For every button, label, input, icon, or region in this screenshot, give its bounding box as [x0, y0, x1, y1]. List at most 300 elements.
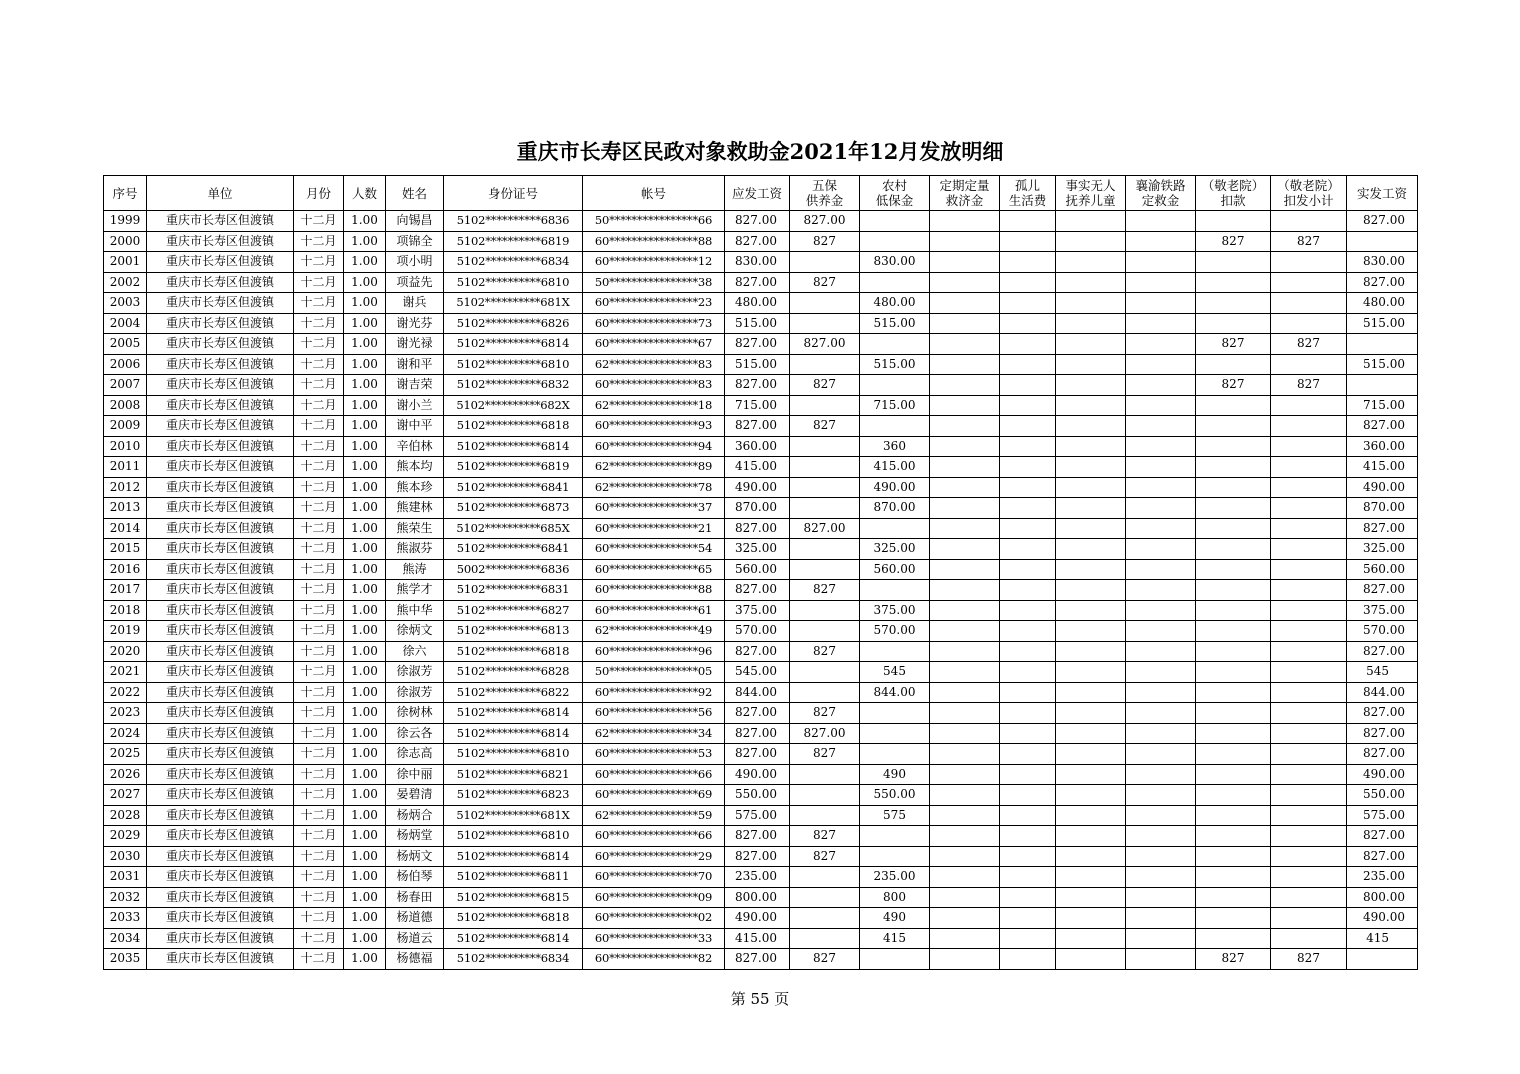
cell-dibao: 325.00 [860, 539, 930, 560]
cell-count: 1.00 [344, 826, 386, 847]
cell-dingqi [930, 518, 1000, 539]
cell-count: 1.00 [344, 785, 386, 806]
cell-account: 60****************73 [583, 313, 725, 334]
cell-unattended-child [1056, 477, 1126, 498]
cell-id-number: 5102**********6819 [444, 457, 583, 478]
cell-seq: 2022 [104, 682, 147, 703]
column-header-actual-pay: 实发工资 [1347, 176, 1418, 211]
cell-payable: 570.00 [725, 621, 790, 642]
cell-seq: 2000 [104, 231, 147, 252]
cell-xiangyu [1126, 826, 1196, 847]
cell-name: 熊中华 [386, 600, 444, 621]
cell-unit: 重庆市长寿区但渡镇 [147, 457, 294, 478]
cell-orphan [1000, 416, 1056, 437]
column-header-account: 帐号 [583, 176, 725, 211]
column-header-dingqi: 定期定量 救济金 [930, 176, 1000, 211]
cell-nursing-deduct [1196, 313, 1271, 334]
cell-orphan [1000, 580, 1056, 601]
table-row [104, 641, 1418, 662]
cell-nursing-deduct: 827 [1196, 949, 1271, 970]
cell-account: 60****************61 [583, 600, 725, 621]
table-row [104, 764, 1418, 785]
cell-name: 杨炳堂 [386, 826, 444, 847]
cell-id-number: 5102**********6831 [444, 580, 583, 601]
cell-nursing-subtotal: 827 [1271, 334, 1347, 355]
cell-actual-pay: 490.00 [1347, 764, 1418, 785]
table-row [104, 436, 1418, 457]
cell-actual-pay: 827.00 [1347, 272, 1418, 293]
cell-unattended-child [1056, 498, 1126, 519]
cell-seq: 2028 [104, 805, 147, 826]
cell-wubao: 827 [790, 949, 860, 970]
cell-count: 1.00 [344, 682, 386, 703]
cell-name: 徐中丽 [386, 764, 444, 785]
cell-dingqi [930, 272, 1000, 293]
cell-name: 熊淑芬 [386, 539, 444, 560]
cell-orphan [1000, 744, 1056, 765]
cell-count: 1.00 [344, 744, 386, 765]
cell-seq: 1999 [104, 211, 147, 232]
cell-name: 项锦全 [386, 231, 444, 252]
cell-orphan [1000, 641, 1056, 662]
cell-month: 十二月 [294, 764, 344, 785]
cell-month: 十二月 [294, 621, 344, 642]
cell-orphan [1000, 354, 1056, 375]
table-row [104, 723, 1418, 744]
cell-dingqi [930, 313, 1000, 334]
cell-wubao: 827 [790, 231, 860, 252]
column-header-nursing-deduct: （敬老院） 扣款 [1196, 176, 1271, 211]
table-row [104, 272, 1418, 293]
cell-xiangyu [1126, 662, 1196, 683]
cell-seq: 2014 [104, 518, 147, 539]
cell-account: 50****************38 [583, 272, 725, 293]
cell-actual-pay: 827.00 [1347, 641, 1418, 662]
cell-id-number: 5102**********6832 [444, 375, 583, 396]
cell-dibao: 490 [860, 764, 930, 785]
cell-xiangyu [1126, 498, 1196, 519]
cell-actual-pay: 415 [1347, 928, 1418, 949]
cell-actual-pay: 415.00 [1347, 457, 1418, 478]
cell-unattended-child [1056, 580, 1126, 601]
cell-payable: 830.00 [725, 252, 790, 273]
cell-nursing-deduct [1196, 723, 1271, 744]
cell-id-number: 5102**********6814 [444, 928, 583, 949]
cell-nursing-subtotal [1271, 457, 1347, 478]
cell-dibao: 800 [860, 887, 930, 908]
cell-nursing-subtotal [1271, 559, 1347, 580]
cell-count: 1.00 [344, 436, 386, 457]
cell-xiangyu [1126, 641, 1196, 662]
cell-actual-pay [1347, 949, 1418, 970]
cell-actual-pay: 480.00 [1347, 293, 1418, 314]
cell-unattended-child [1056, 805, 1126, 826]
cell-xiangyu [1126, 436, 1196, 457]
cell-orphan [1000, 908, 1056, 929]
cell-actual-pay: 575.00 [1347, 805, 1418, 826]
cell-nursing-deduct [1196, 703, 1271, 724]
cell-name: 谢吉荣 [386, 375, 444, 396]
cell-wubao [790, 252, 860, 273]
column-header-count: 人数 [344, 176, 386, 211]
cell-dibao: 870.00 [860, 498, 930, 519]
cell-nursing-subtotal [1271, 703, 1347, 724]
column-header-xiangyu: 襄渝铁路 定救金 [1126, 176, 1196, 211]
cell-orphan [1000, 785, 1056, 806]
cell-dibao: 560.00 [860, 559, 930, 580]
cell-name: 熊本珍 [386, 477, 444, 498]
cell-orphan [1000, 334, 1056, 355]
cell-nursing-deduct [1196, 293, 1271, 314]
cell-account: 60****************65 [583, 559, 725, 580]
cell-id-number: 5002**********6836 [444, 559, 583, 580]
table-row [104, 518, 1418, 539]
cell-unit: 重庆市长寿区但渡镇 [147, 334, 294, 355]
cell-nursing-subtotal [1271, 211, 1347, 232]
cell-nursing-subtotal [1271, 826, 1347, 847]
cell-nursing-deduct: 827 [1196, 231, 1271, 252]
cell-orphan [1000, 539, 1056, 560]
cell-dingqi [930, 457, 1000, 478]
cell-nursing-deduct [1196, 826, 1271, 847]
cell-id-number: 5102**********6811 [444, 867, 583, 888]
cell-orphan [1000, 395, 1056, 416]
cell-wubao: 827.00 [790, 723, 860, 744]
cell-count: 1.00 [344, 539, 386, 560]
cell-count: 1.00 [344, 846, 386, 867]
table-row [104, 826, 1418, 847]
cell-dibao: 575 [860, 805, 930, 826]
cell-unit: 重庆市长寿区但渡镇 [147, 621, 294, 642]
cell-unit: 重庆市长寿区但渡镇 [147, 887, 294, 908]
cell-unattended-child [1056, 313, 1126, 334]
cell-account: 60****************67 [583, 334, 725, 355]
cell-nursing-subtotal [1271, 600, 1347, 621]
cell-name: 杨春田 [386, 887, 444, 908]
cell-orphan [1000, 805, 1056, 826]
cell-payable: 827.00 [725, 334, 790, 355]
cell-seq: 2015 [104, 539, 147, 560]
cell-month: 十二月 [294, 662, 344, 683]
table-row [104, 662, 1418, 683]
cell-xiangyu [1126, 600, 1196, 621]
cell-id-number: 5102**********6821 [444, 764, 583, 785]
cell-wubao [790, 354, 860, 375]
cell-wubao [790, 313, 860, 334]
cell-name: 徐炳文 [386, 621, 444, 642]
cell-xiangyu [1126, 908, 1196, 929]
cell-id-number: 5102**********6813 [444, 621, 583, 642]
cell-dingqi [930, 600, 1000, 621]
cell-orphan [1000, 949, 1056, 970]
cell-wubao [790, 682, 860, 703]
cell-month: 十二月 [294, 354, 344, 375]
cell-nursing-subtotal [1271, 293, 1347, 314]
cell-count: 1.00 [344, 867, 386, 888]
cell-payable: 827.00 [725, 416, 790, 437]
cell-dibao: 415.00 [860, 457, 930, 478]
cell-unattended-child [1056, 354, 1126, 375]
table-row [104, 580, 1418, 601]
cell-nursing-subtotal: 827 [1271, 231, 1347, 252]
cell-account: 62****************49 [583, 621, 725, 642]
cell-orphan [1000, 313, 1056, 334]
cell-orphan [1000, 928, 1056, 949]
cell-nursing-subtotal [1271, 252, 1347, 273]
cell-wubao [790, 293, 860, 314]
cell-payable: 235.00 [725, 867, 790, 888]
cell-orphan [1000, 723, 1056, 744]
cell-actual-pay: 830.00 [1347, 252, 1418, 273]
cell-name: 向锡昌 [386, 211, 444, 232]
cell-xiangyu [1126, 949, 1196, 970]
cell-unit: 重庆市长寿区但渡镇 [147, 744, 294, 765]
cell-name: 熊建林 [386, 498, 444, 519]
cell-unit: 重庆市长寿区但渡镇 [147, 826, 294, 847]
cell-month: 十二月 [294, 580, 344, 601]
cell-name: 谢小兰 [386, 395, 444, 416]
cell-count: 1.00 [344, 805, 386, 826]
cell-month: 十二月 [294, 313, 344, 334]
cell-month: 十二月 [294, 539, 344, 560]
cell-nursing-deduct: 827 [1196, 334, 1271, 355]
cell-account: 60****************29 [583, 846, 725, 867]
cell-unit: 重庆市长寿区但渡镇 [147, 211, 294, 232]
cell-seq: 2009 [104, 416, 147, 437]
table-row [104, 293, 1418, 314]
cell-xiangyu [1126, 293, 1196, 314]
cell-name: 徐志高 [386, 744, 444, 765]
cell-dibao [860, 949, 930, 970]
cell-name: 徐六 [386, 641, 444, 662]
cell-seq: 2002 [104, 272, 147, 293]
table-row [104, 252, 1418, 273]
cell-name: 熊涛 [386, 559, 444, 580]
cell-unattended-child [1056, 928, 1126, 949]
cell-unit: 重庆市长寿区但渡镇 [147, 354, 294, 375]
cell-orphan [1000, 211, 1056, 232]
cell-unattended-child [1056, 375, 1126, 396]
cell-dingqi [930, 416, 1000, 437]
cell-wubao [790, 477, 860, 498]
column-header-seq: 序号 [104, 176, 147, 211]
cell-account: 62****************18 [583, 395, 725, 416]
cell-nursing-subtotal [1271, 272, 1347, 293]
cell-orphan [1000, 293, 1056, 314]
cell-wubao: 827 [790, 641, 860, 662]
cell-count: 1.00 [344, 293, 386, 314]
cell-count: 1.00 [344, 908, 386, 929]
cell-count: 1.00 [344, 211, 386, 232]
cell-actual-pay: 490.00 [1347, 908, 1418, 929]
cell-name: 杨道云 [386, 928, 444, 949]
cell-count: 1.00 [344, 313, 386, 334]
cell-actual-pay: 827.00 [1347, 723, 1418, 744]
table-row [104, 375, 1418, 396]
cell-account: 60****************82 [583, 949, 725, 970]
cell-dibao: 375.00 [860, 600, 930, 621]
cell-wubao [790, 867, 860, 888]
cell-dingqi [930, 580, 1000, 601]
cell-account: 60****************12 [583, 252, 725, 273]
cell-dibao [860, 826, 930, 847]
cell-xiangyu [1126, 395, 1196, 416]
cell-account: 62****************83 [583, 354, 725, 375]
cell-unit: 重庆市长寿区但渡镇 [147, 949, 294, 970]
cell-dingqi [930, 211, 1000, 232]
cell-nursing-subtotal [1271, 887, 1347, 908]
cell-orphan [1000, 621, 1056, 642]
cell-dibao: 830.00 [860, 252, 930, 273]
cell-payable: 827.00 [725, 231, 790, 252]
cell-actual-pay: 827.00 [1347, 416, 1418, 437]
cell-seq: 2030 [104, 846, 147, 867]
cell-unattended-child [1056, 826, 1126, 847]
table-row [104, 313, 1418, 334]
cell-month: 十二月 [294, 949, 344, 970]
cell-wubao: 827.00 [790, 518, 860, 539]
cell-count: 1.00 [344, 252, 386, 273]
cell-unattended-child [1056, 641, 1126, 662]
cell-account: 60****************66 [583, 764, 725, 785]
cell-nursing-deduct [1196, 621, 1271, 642]
cell-id-number: 5102**********6834 [444, 252, 583, 273]
cell-nursing-subtotal [1271, 621, 1347, 642]
cell-name: 项小明 [386, 252, 444, 273]
cell-month: 十二月 [294, 887, 344, 908]
cell-dingqi [930, 354, 1000, 375]
cell-wubao [790, 928, 860, 949]
cell-seq: 2031 [104, 867, 147, 888]
cell-unit: 重庆市长寿区但渡镇 [147, 785, 294, 806]
table-row [104, 703, 1418, 724]
cell-id-number: 5102**********6841 [444, 539, 583, 560]
cell-count: 1.00 [344, 498, 386, 519]
cell-month: 十二月 [294, 723, 344, 744]
cell-month: 十二月 [294, 231, 344, 252]
cell-nursing-subtotal [1271, 436, 1347, 457]
cell-unattended-child [1056, 908, 1126, 929]
page-number: 第 55 页 [730, 990, 790, 1008]
cell-unit: 重庆市长寿区但渡镇 [147, 559, 294, 580]
cell-name: 熊本均 [386, 457, 444, 478]
column-header-payable: 应发工资 [725, 176, 790, 211]
cell-unattended-child [1056, 334, 1126, 355]
cell-xiangyu [1126, 313, 1196, 334]
cell-dingqi [930, 436, 1000, 457]
cell-dibao: 545 [860, 662, 930, 683]
cell-account: 60****************83 [583, 375, 725, 396]
cell-account: 50****************05 [583, 662, 725, 683]
cell-seq: 2005 [104, 334, 147, 355]
cell-unit: 重庆市长寿区但渡镇 [147, 231, 294, 252]
cell-payable: 360.00 [725, 436, 790, 457]
cell-dibao: 844.00 [860, 682, 930, 703]
cell-wubao [790, 908, 860, 929]
cell-name: 杨炳文 [386, 846, 444, 867]
cell-nursing-deduct [1196, 928, 1271, 949]
cell-month: 十二月 [294, 477, 344, 498]
cell-count: 1.00 [344, 580, 386, 601]
cell-xiangyu [1126, 518, 1196, 539]
cell-unit: 重庆市长寿区但渡镇 [147, 313, 294, 334]
cell-id-number: 5102**********6822 [444, 682, 583, 703]
cell-payable: 800.00 [725, 887, 790, 908]
cell-wubao: 827 [790, 846, 860, 867]
cell-payable: 844.00 [725, 682, 790, 703]
cell-wubao: 827 [790, 375, 860, 396]
cell-id-number: 5102**********6818 [444, 641, 583, 662]
table-row [104, 621, 1418, 642]
cell-payable: 550.00 [725, 785, 790, 806]
cell-xiangyu [1126, 867, 1196, 888]
cell-wubao [790, 785, 860, 806]
cell-unit: 重庆市长寿区但渡镇 [147, 416, 294, 437]
table-row [104, 805, 1418, 826]
cell-orphan [1000, 518, 1056, 539]
cell-unattended-child [1056, 539, 1126, 560]
cell-id-number: 5102**********6836 [444, 211, 583, 232]
cell-nursing-subtotal [1271, 395, 1347, 416]
cell-xiangyu [1126, 682, 1196, 703]
cell-xiangyu [1126, 805, 1196, 826]
cell-unit: 重庆市长寿区但渡镇 [147, 908, 294, 929]
cell-seq: 2029 [104, 826, 147, 847]
cell-payable: 490.00 [725, 477, 790, 498]
cell-seq: 2007 [104, 375, 147, 396]
cell-nursing-subtotal [1271, 744, 1347, 765]
cell-account: 60****************02 [583, 908, 725, 929]
cell-id-number: 5102**********6810 [444, 826, 583, 847]
cell-xiangyu [1126, 621, 1196, 642]
table-row [104, 949, 1418, 970]
cell-nursing-deduct [1196, 252, 1271, 273]
cell-payable: 827.00 [725, 723, 790, 744]
cell-nursing-deduct [1196, 477, 1271, 498]
cell-month: 十二月 [294, 395, 344, 416]
cell-dingqi [930, 826, 1000, 847]
cell-name: 熊荣生 [386, 518, 444, 539]
cell-orphan [1000, 375, 1056, 396]
cell-orphan [1000, 846, 1056, 867]
cell-nursing-deduct [1196, 846, 1271, 867]
cell-nursing-subtotal [1271, 518, 1347, 539]
cell-orphan [1000, 457, 1056, 478]
cell-orphan [1000, 600, 1056, 621]
cell-nursing-subtotal: 827 [1271, 375, 1347, 396]
cell-nursing-subtotal [1271, 723, 1347, 744]
cell-nursing-subtotal [1271, 354, 1347, 375]
cell-dingqi [930, 703, 1000, 724]
cell-orphan [1000, 826, 1056, 847]
cell-name: 辛伯林 [386, 436, 444, 457]
cell-nursing-subtotal [1271, 641, 1347, 662]
cell-wubao [790, 457, 860, 478]
cell-id-number: 5102**********681X [444, 293, 583, 314]
cell-unit: 重庆市长寿区但渡镇 [147, 518, 294, 539]
cell-payable: 827.00 [725, 272, 790, 293]
cell-nursing-deduct [1196, 559, 1271, 580]
cell-nursing-subtotal [1271, 539, 1347, 560]
cell-xiangyu [1126, 744, 1196, 765]
cell-month: 十二月 [294, 846, 344, 867]
cell-payable: 827.00 [725, 375, 790, 396]
cell-unit: 重庆市长寿区但渡镇 [147, 252, 294, 273]
cell-unit: 重庆市长寿区但渡镇 [147, 272, 294, 293]
cell-payable: 827.00 [725, 211, 790, 232]
cell-dingqi [930, 785, 1000, 806]
cell-payable: 715.00 [725, 395, 790, 416]
